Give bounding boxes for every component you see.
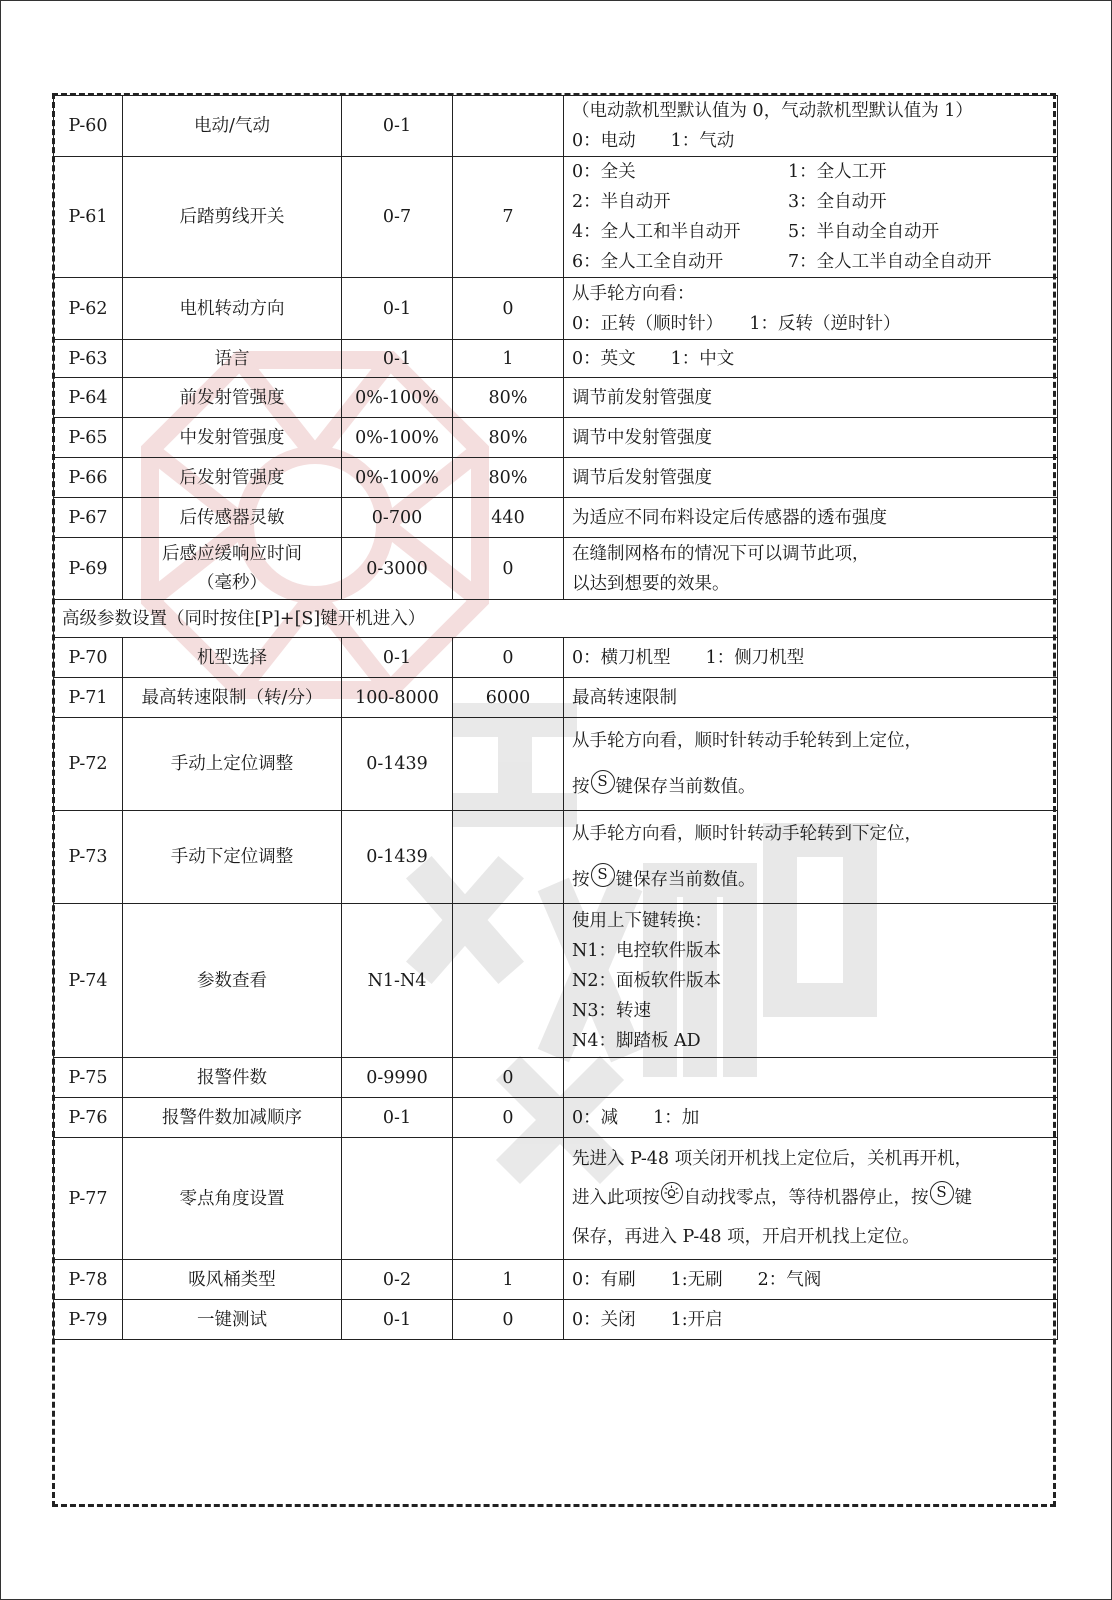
param-name: 前发射管强度 [123, 378, 342, 418]
param-range: 0-1 [342, 340, 453, 378]
desc-line: 先进入 P-48 项关闭开机找上定位后，关机再开机， [572, 1149, 973, 1169]
param-range: 0-1439 [342, 811, 453, 904]
table-row [54, 378, 1058, 418]
param-desc: 0：横刀机型 1：侧刀机型 [564, 638, 1058, 678]
desc-line: 使用上下键转换： [572, 910, 712, 931]
desc-line [572, 1179, 1049, 1218]
param-no: P-69 [54, 538, 123, 600]
desc-line: N2：面板软件版本 [572, 970, 721, 991]
desc-text: 按 [572, 777, 590, 797]
section-row [54, 600, 1058, 638]
param-default [453, 811, 564, 904]
desc-line: 以达到想要的效果。 [572, 573, 730, 594]
param-no: P-71 [54, 678, 123, 718]
param-no: P-78 [54, 1260, 123, 1300]
param-no: P-77 [54, 1138, 123, 1260]
param-name [123, 538, 342, 600]
param-desc: 0：关闭 1:开启 [564, 1300, 1058, 1340]
param-no: P-72 [54, 718, 123, 811]
param-desc: 为适应不同布料设定后传感器的透布强度 [564, 498, 1058, 538]
table-row [54, 718, 1058, 811]
table-row [54, 811, 1058, 904]
table-row [54, 498, 1058, 538]
desc-line: N1：电控软件版本 [572, 940, 721, 961]
desc-line: 0：正转（顺时针） 1：反转（逆时针） [572, 313, 901, 334]
param-name: 报警件数 [123, 1058, 342, 1098]
table-row [54, 678, 1058, 718]
table-row [54, 904, 1058, 1058]
param-range [342, 1138, 453, 1260]
param-no: P-70 [54, 638, 123, 678]
param-no: P-67 [54, 498, 123, 538]
param-default: 0 [453, 638, 564, 678]
param-name: 后踏剪线开关 [123, 157, 342, 278]
param-desc: 调节后发射管强度 [564, 458, 1058, 498]
param-default: 0 [453, 1098, 564, 1138]
table-row [54, 538, 1058, 600]
desc-text: 按 [572, 870, 590, 890]
table-row [54, 1260, 1058, 1300]
param-name: 最高转速限制（转/分） [123, 678, 342, 718]
param-name: 一键测试 [123, 1300, 342, 1340]
desc-line: N3：转速 [572, 1000, 651, 1021]
table-row [54, 1058, 1058, 1098]
desc-option: 2：半自动开 [572, 192, 671, 212]
desc-text: 自动找零点，等待机器停止，按 [683, 1188, 929, 1208]
param-range: 0-1439 [342, 718, 453, 811]
param-desc: 0：减 1：加 [564, 1098, 1058, 1138]
param-range: N1-N4 [342, 904, 453, 1058]
param-name: 手动上定位调整 [123, 718, 342, 811]
s-key-icon: S [591, 770, 615, 794]
param-range: 0-1 [342, 1300, 453, 1340]
param-range: 0-2 [342, 1260, 453, 1300]
param-name: 机型选择 [123, 638, 342, 678]
param-name: 后传感器灵敏 [123, 498, 342, 538]
param-default: 1 [453, 340, 564, 378]
table-row [54, 638, 1058, 678]
param-range: 0-1 [342, 278, 453, 340]
param-desc: 调节中发射管强度 [564, 418, 1058, 458]
desc-line: 从手轮方向看，顺时针转动手轮转到下定位， [572, 824, 922, 844]
param-no: P-75 [54, 1058, 123, 1098]
param-range: 0-9990 [342, 1058, 453, 1098]
param-default: 80% [453, 378, 564, 418]
desc-line: 从手轮方向看，顺时针转动手轮转到上定位， [572, 731, 922, 751]
desc-line: 保存，再进入 P-48 项，开启开机找上定位。 [572, 1227, 920, 1247]
param-name: 报警件数加减顺序 [123, 1098, 342, 1138]
table-row [54, 157, 1058, 278]
param-default: 0 [453, 1058, 564, 1098]
param-no: P-61 [54, 157, 123, 278]
param-no: P-65 [54, 418, 123, 458]
param-name: 中发射管强度 [123, 418, 342, 458]
s-key-icon: S [591, 863, 615, 887]
param-range: 0%-100% [342, 378, 453, 418]
desc-text: 键 [954, 1188, 972, 1208]
param-name: 电机转动方向 [123, 278, 342, 340]
desc-text: 进入此项按 [572, 1188, 660, 1208]
name-line: 后感应缓响应时间 [162, 543, 302, 564]
s-key-icon: S [930, 1181, 954, 1205]
param-range: 0-1 [342, 638, 453, 678]
desc-option: 4：全人工和半自动开 [572, 222, 741, 242]
table-row [54, 1300, 1058, 1340]
param-desc: 最高转速限制 [564, 678, 1058, 718]
param-desc [564, 96, 1058, 157]
desc-line: N4：脚踏板 AD [572, 1030, 701, 1051]
param-no: P-74 [54, 904, 123, 1058]
param-no: P-64 [54, 378, 123, 418]
param-desc [564, 718, 1058, 811]
param-default [453, 904, 564, 1058]
param-desc [564, 157, 1058, 278]
desc-text: 键保存当前数值。 [615, 777, 756, 797]
param-desc [564, 1138, 1058, 1260]
param-no: P-66 [54, 458, 123, 498]
table-row [54, 96, 1058, 157]
param-default [453, 718, 564, 811]
param-range: 0%-100% [342, 458, 453, 498]
param-name: 零点角度设置 [123, 1138, 342, 1260]
param-name: 手动下定位调整 [123, 811, 342, 904]
param-default: 0 [453, 538, 564, 600]
table-row [54, 1098, 1058, 1138]
param-range: 100-8000 [342, 678, 453, 718]
param-name: 语言 [123, 340, 342, 378]
desc-line [572, 764, 1049, 810]
param-name: 参数查看 [123, 904, 342, 1058]
param-default: 0 [453, 1300, 564, 1340]
param-desc: 0：英文 1：中文 [564, 340, 1058, 378]
param-no: P-73 [54, 811, 123, 904]
param-desc: 0：有刷 1:无刷 2：气阀 [564, 1260, 1058, 1300]
desc-option: 5：半自动全自动开 [788, 222, 940, 242]
table-row [54, 418, 1058, 458]
param-default: 1 [453, 1260, 564, 1300]
name-line: （毫秒） [197, 572, 267, 593]
param-name: 后发射管强度 [123, 458, 342, 498]
param-desc [564, 538, 1058, 600]
desc-line: 0：电动 1：气动 [572, 131, 735, 151]
param-default: 7 [453, 157, 564, 278]
desc-option: 6：全人工全自动开 [572, 252, 724, 272]
table-row [54, 458, 1058, 498]
sun-key-icon [661, 1182, 683, 1204]
desc-text: 键保存当前数值。 [615, 870, 756, 890]
param-range: 0%-100% [342, 418, 453, 458]
param-name: 吸风桶类型 [123, 1260, 342, 1300]
param-range: 0-700 [342, 498, 453, 538]
table-row [54, 278, 1058, 340]
param-range: 0-1 [342, 1098, 453, 1138]
desc-option: 0：全关 [572, 162, 636, 182]
param-default: 80% [453, 458, 564, 498]
desc-option: 3：全自动开 [788, 192, 887, 212]
param-desc [564, 1058, 1058, 1098]
param-desc [564, 278, 1058, 340]
param-range: 0-1 [342, 96, 453, 157]
param-desc: 调节前发射管强度 [564, 378, 1058, 418]
param-name: 电动/气动 [123, 96, 342, 157]
desc-option: 1：全人工开 [788, 162, 887, 182]
table-row [54, 1138, 1058, 1260]
desc-line: （电动款机型默认值为 0，气动款机型默认值为 1） [572, 101, 973, 121]
section-header: 高级参数设置（同时按住[P]+[S]键开机进入） [54, 600, 1058, 638]
param-desc [564, 904, 1058, 1058]
param-no: P-79 [54, 1300, 123, 1340]
parameter-table [53, 95, 1058, 1340]
param-range: 0-7 [342, 157, 453, 278]
param-default: 0 [453, 278, 564, 340]
desc-line: 在缝制网格布的情况下可以调节此项， [572, 543, 870, 564]
desc-option: 7：全人工半自动全自动开 [788, 252, 992, 272]
param-default: 6000 [453, 678, 564, 718]
param-default [453, 1138, 564, 1260]
param-no: P-62 [54, 278, 123, 340]
param-desc [564, 811, 1058, 904]
param-range: 0-3000 [342, 538, 453, 600]
param-default: 440 [453, 498, 564, 538]
param-default [453, 96, 564, 157]
desc-line: 从手轮方向看： [572, 283, 695, 304]
param-default: 80% [453, 418, 564, 458]
param-no: P-76 [54, 1098, 123, 1138]
param-no: P-60 [54, 96, 123, 157]
table-row [54, 340, 1058, 378]
param-no: P-63 [54, 340, 123, 378]
desc-line [572, 857, 1049, 903]
